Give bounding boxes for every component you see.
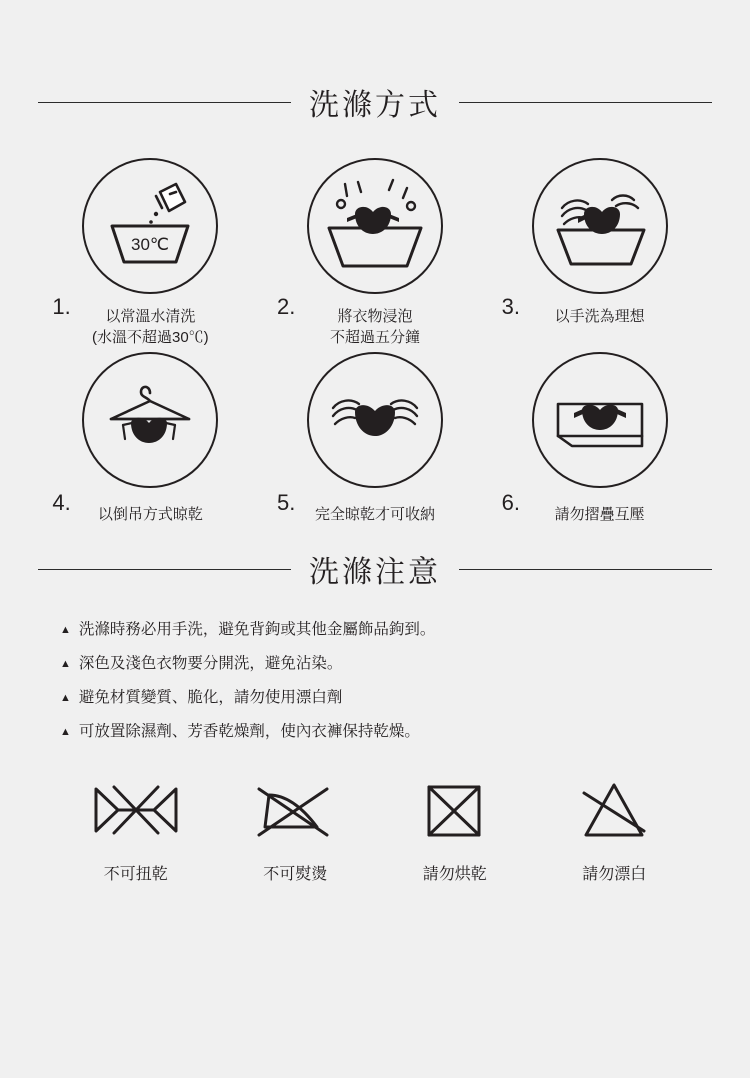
wash-methods-heading <box>38 0 712 124</box>
wash-step-5-line-1: 完全晾乾才可收納 <box>314 506 435 523</box>
wash-notice-title: 洗滌注意 <box>309 556 441 589</box>
do-not-iron-icon <box>247 771 343 849</box>
wash-step-6 <box>487 352 712 525</box>
wash-step-1-caption <box>50 294 250 348</box>
notice-rule-right <box>459 569 712 570</box>
notice-rule-left <box>38 569 291 570</box>
wash-step-4-caption <box>50 490 250 525</box>
triangle-bullet-icon: ▲ <box>60 726 71 738</box>
wash-methods-grid <box>38 158 712 525</box>
care-symbol-label: 不可熨燙 <box>263 866 328 883</box>
notice-text: 洗滌時務必用手洗，避免背鉤或其他金屬飾品鉤到。 <box>78 621 436 638</box>
list-item <box>60 647 712 681</box>
wash-step-5-number: 5. <box>276 490 296 515</box>
notice-text: 可放置除濕劑、芳香乾燥劑，使內衣褲保持乾燥。 <box>78 723 420 740</box>
hand-washing-bra-icon <box>532 158 668 294</box>
wash-step-3-caption <box>500 294 700 327</box>
wash-step-3 <box>487 158 712 348</box>
wash-step-1-line-2: (水溫不超過30℃) <box>91 329 209 346</box>
triangle-bullet-icon: ▲ <box>60 624 71 636</box>
triangle-bullet-icon: ▲ <box>60 692 71 704</box>
wash-step-1 <box>38 158 263 348</box>
wash-notice-heading <box>38 525 712 591</box>
hands-holding-bra-icon <box>307 352 443 488</box>
list-item <box>60 681 712 715</box>
heading-rule-left <box>38 102 291 103</box>
wash-step-4-number: 4. <box>52 490 71 515</box>
do-not-tumble-dry-icon <box>407 771 503 849</box>
wash-step-4-line-1: 以倒吊方式晾乾 <box>97 506 203 523</box>
care-symbol-do-not-iron <box>216 771 376 884</box>
wash-step-2-line-1: 將衣物浸泡 <box>337 308 413 325</box>
wash-step-2-number: 2. <box>276 294 296 319</box>
wash-step-3-number: 3. <box>501 294 521 319</box>
wash-step-6-number: 6. <box>501 490 521 515</box>
hanger-drying-bra-icon <box>82 352 218 488</box>
wash-methods-title: 洗滌方式 <box>309 89 441 122</box>
care-symbol-label: 不可扭乾 <box>103 866 168 883</box>
wash-notice-list <box>38 613 712 749</box>
care-symbol-label: 請勿烘乾 <box>422 866 487 883</box>
list-item <box>60 715 712 749</box>
triangle-bullet-icon: ▲ <box>60 658 71 670</box>
notice-text: 避免材質變質、脆化，請勿使用漂白劑 <box>78 689 343 706</box>
do-not-bleach-icon <box>566 771 662 849</box>
wash-step-1-number: 1. <box>52 294 71 319</box>
wash-step-2-line-2: 不超過五分鐘 <box>329 329 420 346</box>
care-symbol-do-not-bleach <box>535 771 695 884</box>
heading-rule-right <box>459 102 712 103</box>
wash-step-2 <box>263 158 488 348</box>
list-item <box>60 613 712 647</box>
do-not-wring-icon <box>88 771 184 849</box>
wash-step-6-line-1: 請勿摺疊互壓 <box>554 506 645 523</box>
care-symbols-row <box>38 771 712 884</box>
temperature-label: 30℃ <box>131 235 170 254</box>
notice-text: 深色及淺色衣物要分開洗，避免沾染。 <box>78 655 343 672</box>
soak-bra-basin-icon <box>307 158 443 294</box>
wash-step-2-caption <box>275 294 475 348</box>
wash-step-1-line-1: 以常溫水清洗 <box>105 308 196 325</box>
handwash-basin-30c-icon <box>82 158 218 294</box>
wash-step-4 <box>38 352 263 525</box>
wash-step-3-line-1: 以手洗為理想 <box>554 308 645 325</box>
wash-step-6-caption <box>500 490 700 525</box>
wash-step-5-caption <box>275 490 475 525</box>
care-symbol-do-not-tumble-dry <box>375 771 535 884</box>
care-symbol-do-not-wring <box>56 771 216 884</box>
wash-step-5 <box>263 352 488 525</box>
bra-in-drawer-icon <box>532 352 668 488</box>
care-symbol-label: 請勿漂白 <box>582 866 647 883</box>
